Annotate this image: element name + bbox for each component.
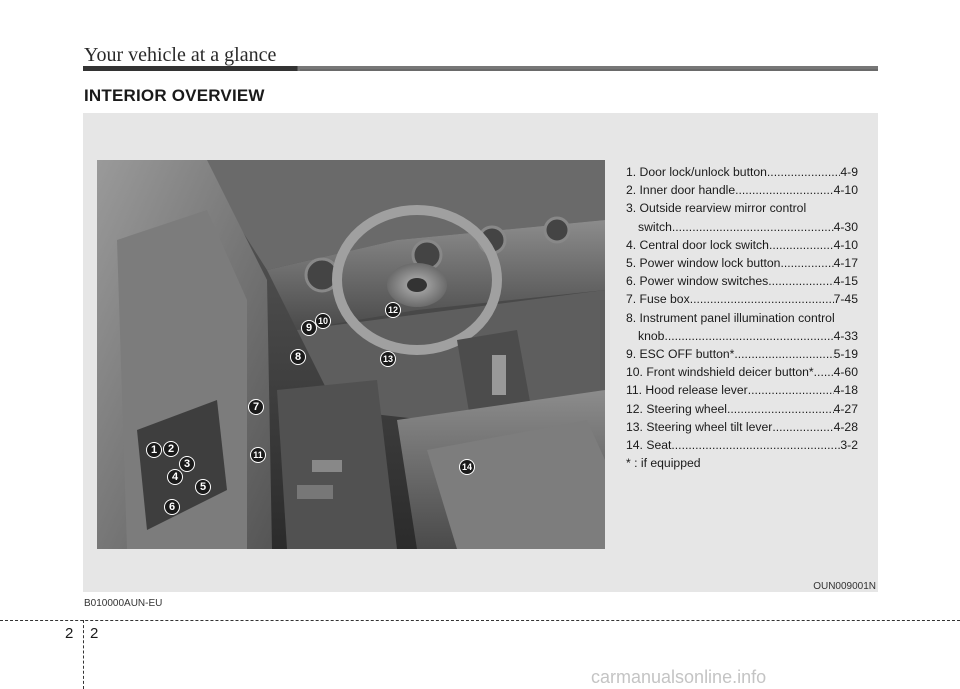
section-title: INTERIOR OVERVIEW xyxy=(84,86,265,105)
legend-item-2: 2. Inner door handle ..... 4-10 xyxy=(626,181,858,199)
callout-6: 6 xyxy=(164,499,180,515)
legend-item-12: 12. Steering wheel ..... 4-27 xyxy=(626,400,858,418)
legend-item-11: 11. Hood release lever ..... 4-18 xyxy=(626,381,858,399)
legend-item-8: 8. Instrument panel illumination control xyxy=(626,310,835,325)
callout-9: 9 xyxy=(301,320,317,336)
section-code: B010000AUN-EU xyxy=(84,598,163,609)
image-code: OUN009001N xyxy=(813,581,876,592)
callout-5: 5 xyxy=(195,479,211,495)
callout-4: 4 xyxy=(167,469,183,485)
callout-13: 13 xyxy=(380,351,396,367)
callout-2: 2 xyxy=(163,441,179,457)
interior-illustration xyxy=(97,160,605,549)
callout-3: 3 xyxy=(179,456,195,472)
legend-item-8-cont: knob ..... 4-33 xyxy=(626,327,858,345)
legend-list xyxy=(626,163,858,472)
legend-item-13: 13. Steering wheel tilt lever ..... 4-28 xyxy=(626,418,858,436)
header-bar-thin xyxy=(300,69,878,71)
car-interior-drawing xyxy=(97,160,605,549)
legend-item-14: 14. Seat ..... 3-2 xyxy=(626,436,858,454)
watermark: carmanualsonline.info xyxy=(591,667,767,687)
page-chapter: 2 xyxy=(65,625,74,642)
legend-item-7: 7. Fuse box ..... 7-45 xyxy=(626,290,858,308)
header-title: Your vehicle at a glance xyxy=(84,44,277,66)
page-number: 2 xyxy=(90,625,99,642)
callout-12: 12 xyxy=(385,302,401,318)
callout-14: 14 xyxy=(459,459,475,475)
legend-item-4: 4. Central door lock switch ..... 4-10 xyxy=(626,236,858,254)
legend-item-5: 5. Power window lock button ..... 4-17 xyxy=(626,254,858,272)
callout-10: 10 xyxy=(315,313,331,329)
legend-item-3-cont: switch ..... 4-30 xyxy=(626,218,858,236)
legend-footnote: * : if equipped xyxy=(626,456,701,471)
callout-8: 8 xyxy=(290,349,306,365)
legend-item-3: 3. Outside rearview mirror control xyxy=(626,201,807,216)
callout-1: 1 xyxy=(146,442,162,458)
callout-11: 11 xyxy=(250,447,266,463)
legend-item-1: 1. Door lock/unlock button ..... 4-9 xyxy=(626,163,858,181)
legend-item-9: 9. ESC OFF button* ..... 5-19 xyxy=(626,345,858,363)
footer-vertical-rule xyxy=(83,620,84,689)
callout-7: 7 xyxy=(248,399,264,415)
legend-item-10: 10. Front windshield deicer button* ..... 4-60 xyxy=(626,363,858,381)
footer-rule xyxy=(0,620,960,621)
legend-item-6: 6. Power window switches ..... 4-15 xyxy=(626,272,858,290)
